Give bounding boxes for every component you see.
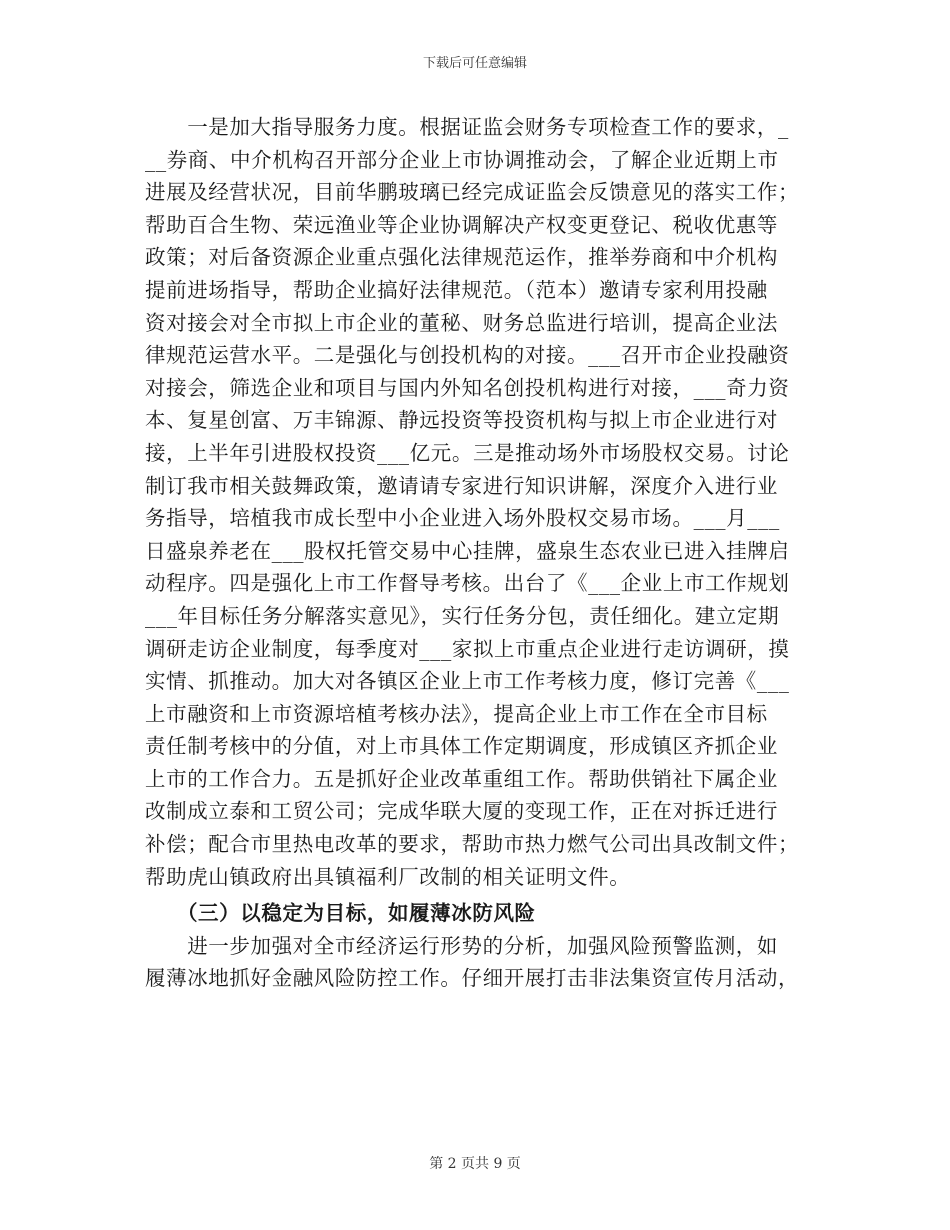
paragraph-line: 实情、抓推动。加大对各镇区企业上市工作考核力度，修订完善《___ [145, 669, 790, 694]
section-heading: （三）以稳定为目标，如履薄冰防风险 [145, 901, 536, 926]
paragraph-line: 责任制考核中的分值，对上市具体工作定期调度，形成镇区齐抓企业 [145, 734, 778, 759]
paragraph-line: 本、复星创富、万丰锦源、静远投资等投资机构与拟上市企业进行对 [145, 408, 778, 433]
paragraph-line: 进一步加强对全市经济运行形势的分析，加强风险预警监测，如 [145, 933, 778, 958]
paragraph-line: 帮助虎山镇政府出具镇福利厂改制的相关证明文件。 [145, 864, 631, 889]
paragraph-line: 日盛泉养老在___股权托管交易中心挂牌，盛泉生态农业已进入挂牌启 [145, 538, 790, 563]
paragraph-line: 制订我市相关鼓舞政策，邀请请专家进行知识讲解，深度介入进行业 [145, 473, 778, 498]
paragraph-line: 接，上半年引进股权投资___亿元。三是推动场外市场股权交易。讨论 [145, 440, 790, 465]
paragraph-line: 上市融资和上市资源培植考核办法》，提高企业上市工作在全市目标 [145, 701, 768, 726]
paragraph-line: 调研走访企业制度，每季度对___家拟上市重点企业进行走访调研，摸 [145, 636, 790, 661]
paragraph-line: 帮助百合生物、荣远渔业等企业协调解决产权变更登记、税收优惠等 [145, 212, 778, 237]
paragraph-line: 补偿；配合市里热电改革的要求，帮助市热力燃气公司出具改制文件； [145, 832, 800, 857]
paragraph-line: __券商、中介机构召开部分企业上市协调推动会，了解企业近期上市 [145, 147, 779, 172]
paragraph-line: 改制成立泰和工贸公司；完成华联大厦的变现工作，正在对拆迁进行 [145, 799, 778, 824]
paragraph-line: 政策；对后备资源企业重点强化法律规范运作，推举券商和中介机构 [145, 245, 778, 270]
paragraph-line: ___年目标任务分解落实意见》，实行任务分包，责任细化。建立定期 [145, 603, 780, 628]
paragraph-line: 对接会，筛选企业和项目与国内外知名创投机构进行对接，___奇力资 [145, 375, 790, 400]
paragraph-line: 动程序。四是强化上市工作督导考核。出台了《___企业上市工作规划 [145, 571, 790, 596]
paragraph-line: 律规范运营水平。二是强化与创投机构的对接。___召开市企业投融资 [145, 343, 790, 368]
paragraph-line: 提前进场指导，帮助企业搞好法律规范。（范本）邀请专家利用投融 [145, 277, 768, 302]
document-body [145, 111, 805, 995]
paragraph-line: 进展及经营状况，目前华鹏玻璃已经完成证监会反馈意见的落实工作； [145, 180, 800, 205]
paragraph-line: 一是加大指导服务力度。根据证监会财务专项检查工作的要求，_ [145, 115, 789, 139]
paragraph-line: 资对接会对全市拟上市企业的董秘、财务总监进行培训，提高企业法 [145, 310, 778, 335]
paragraph-line: 上市的工作合力。五是抓好企业改革重组工作。帮助供销社下属企业 [145, 766, 778, 791]
page-footer: 第 2 页共 9 页 [429, 1156, 521, 1172]
paragraph-line: 务指导，培植我市成长型中小企业进入场外股权交易市场。___月___ [145, 506, 780, 531]
page-header: 下载后可任意编辑 [422, 56, 527, 71]
paragraph-line: 履薄冰地抓好金融风险防控工作。仔细开展打击非法集资宣传月活动， [145, 966, 800, 991]
